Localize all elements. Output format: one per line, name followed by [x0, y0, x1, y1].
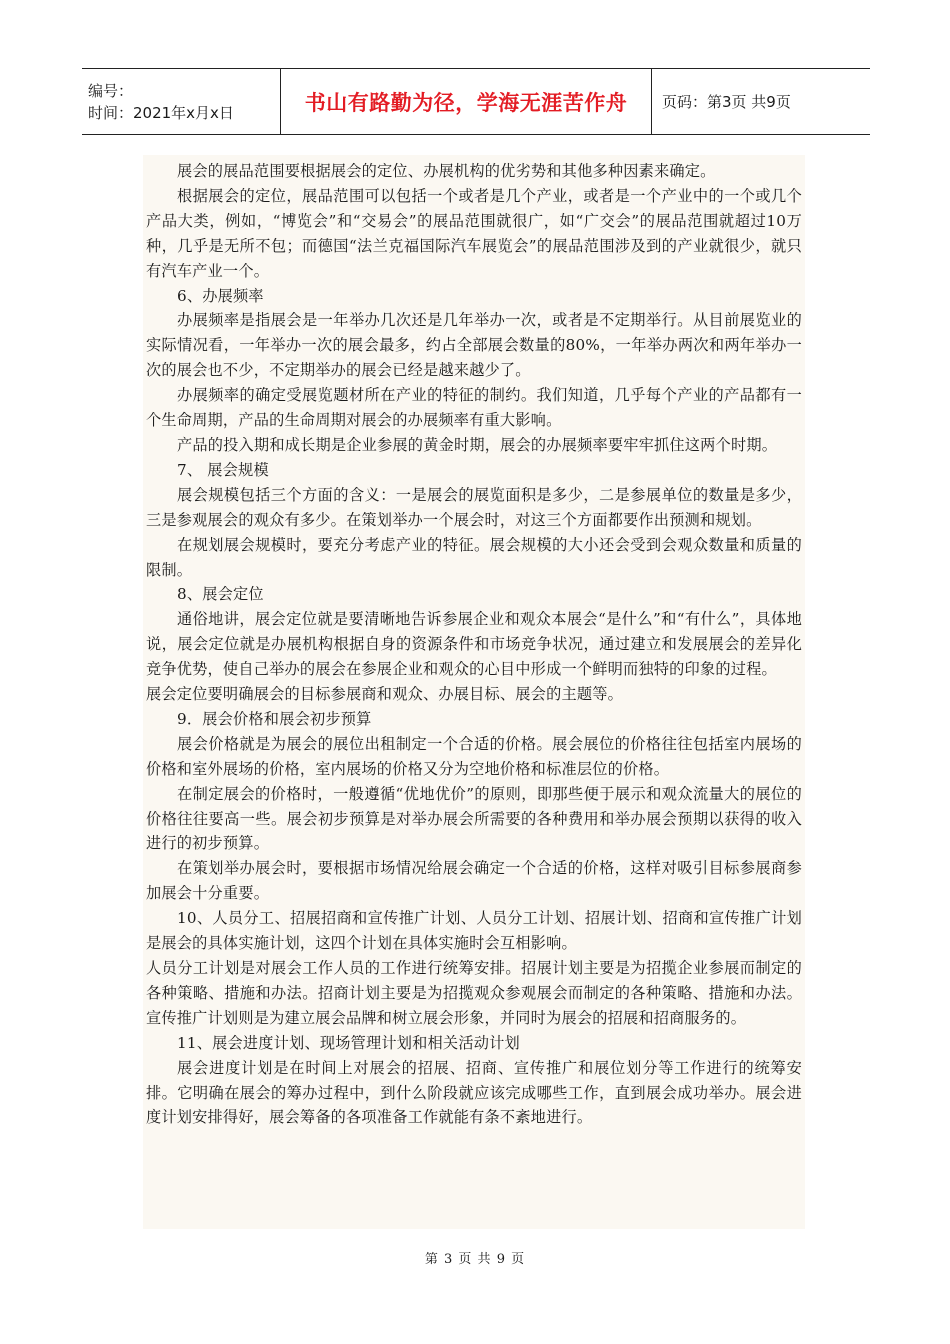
body-paragraph: 在规划展会规模时，要充分考虑产业的特征。展会规模的大小还会受到会观众数量和质量的限制。	[146, 535, 802, 579]
document-date-label: 时间：2021年x月x日	[88, 103, 234, 122]
body-paragraph: 11、展会进度计划、现场管理计划和相关活动计划	[177, 1033, 520, 1052]
body-paragraph: 9．展会价格和展会初步预算	[177, 709, 372, 728]
document-body	[143, 155, 805, 1229]
document-header	[82, 68, 870, 135]
body-paragraph: 办展频率的确定受展览题材所在产业的特征的制约。我们知道，几乎每个产业的产品都有一个生命周期，产品的生命周期对展会的办展频率有重大影响。	[146, 386, 802, 430]
body-paragraph: 10、人员分工、招展招商和宣传推广计划、人员分工计划、招展计划、招商和宣传推广计划是展会的具体实施计划，这四个计划在具体实施时会互相影响。	[146, 909, 802, 953]
body-paragraph: 展会价格就是为展会的展位出租制定一个合适的价格。展会展位的价格往往包括室内展场的价格和室外展场的价格，室内展场的价格又分为空地价格和标准层位的价格。	[146, 734, 802, 778]
header-page-cell	[652, 69, 870, 134]
motto-text: 书山有路勤为径，学海无涯苦作舟	[304, 90, 628, 115]
body-paragraph: 展会规模包括三个方面的含义：一是展会的展览面积是多少，二是参展单位的数量是多少，三是参观展会的观众有多少。在策划举办一个展会时，对这三个方面都要作出预测和规划。	[146, 485, 802, 529]
document-number-label: 编号：	[88, 81, 134, 100]
body-paragraph: 展会的展品范围要根据展会的定位、办展机构的优劣势和其他多种因素来确定。	[177, 162, 716, 180]
header-page-label: 页码：第3页 共9页	[662, 93, 791, 111]
body-paragraph: 8、展会定位	[177, 585, 264, 604]
header-meta	[82, 69, 281, 134]
body-paragraph: 展会进度计划是在时间上对展会的招展、招商、宣传推广和展位划分等工作进行的统筹安排。它明确在展会的筹办过程中，到什么阶段就应该完成哪些工作，直到展会成功举办。展会进度计划安排得好，展会筹备的各项准备工作就能有条不紊地进行。	[146, 1058, 802, 1127]
body-paragraph: 7、 展会规模	[177, 460, 269, 479]
body-paragraph: 展会定位要明确展会的目标参展商和观众、办展目标、展会的主题等。	[146, 685, 624, 704]
header-motto-cell	[281, 69, 652, 134]
page-footer: 第 3 页 共 9 页	[424, 1252, 526, 1267]
body-paragraph: 通俗地讲，展会定位就是要清晰地告诉参展企业和观众本展会“是什么”和“有什么”，具体地说，展会定位就是办展机构根据自身的资源条件和市场竞争状况，通过建立和发展展会的差异化竞争优势，使自己举办的展会在参展企业和观众的心目中形成一个鲜明而独特的印象的过程。	[146, 610, 802, 679]
body-paragraph: 办展频率是指展会是一年举办几次还是几年举办一次，或者是不定期举行。从目前展览业的实际情况看，一年举办一次的展会最多，约占全部展会数量的80%，一年举办两次和两年举办一次的展会也不少，不定期举办的展会已经是越来越少了。	[146, 311, 802, 380]
body-paragraph: 在制定展会的价格时，一般遵循“优地优价”的原则，即那些便于展示和观众流量大的展位的价格往往要高一些。展会初步预算是对举办展会所需要的各种费用和举办展会预期以获得的收入进行的初步预算。	[146, 784, 802, 853]
body-paragraph: 根据展会的定位，展品范围可以包括一个或者是几个产业，或者是一个产业中的一个或几个产品大类，例如，“博览会”和“交易会”的展品范围就很广，如“广交会”的展品范围就超过10万种，几乎是无所不包；而德国“法兰克福国际汽车展览会”的展品范围涉及到的产业就很少，就只有汽车产业一个。	[146, 186, 802, 280]
body-paragraph: 人员分工计划是对展会工作人员的工作进行统筹安排。招展计划主要是为招揽企业参展而制定的各种策略、措施和办法。招商计划主要是为招揽观众参观展会而制定的各种策略、措施和办法。宣传推广计划则是为建立展会品牌和树立展会形象，并同时为展会的招展和招商服务的。	[146, 959, 802, 1027]
body-paragraph: 6、办展频率	[177, 286, 264, 305]
body-paragraph: 产品的投入期和成长期是企业参展的黄金时期，展会的办展频率要牢牢抓住这两个时期。	[177, 435, 778, 454]
body-paragraph: 在策划举办展会时，要根据市场情况给展会确定一个合适的价格，这样对吸引目标参展商参加展会十分重要。	[146, 859, 802, 903]
